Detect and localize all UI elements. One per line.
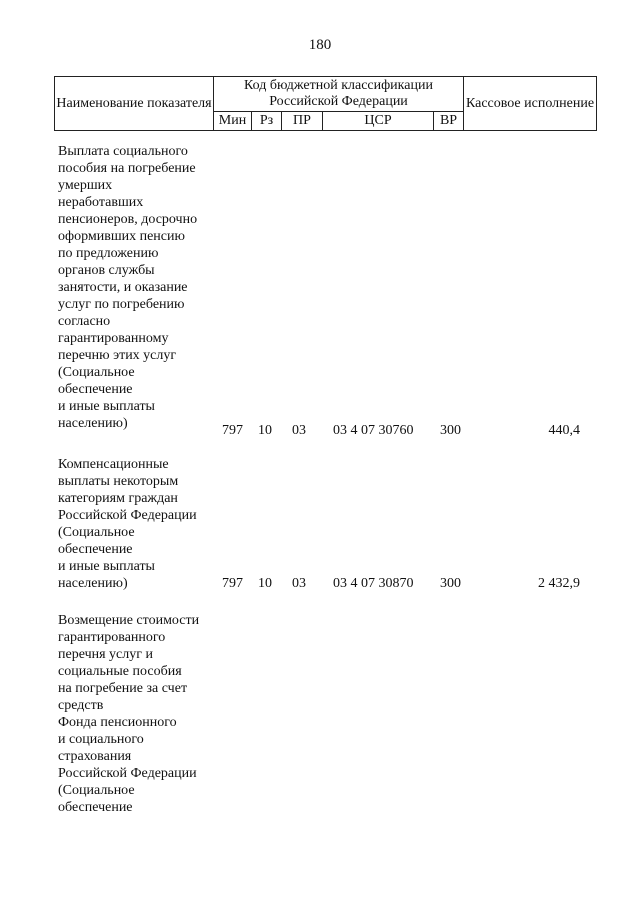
row-name: Возмещение стоимости гарантированного перечня услуг и социальные пособия на погребение за счет средств Фонда пенсионного и социального страхования Российской Федерации (Социальное обеспечение — [58, 613, 200, 815]
header-min: Мин — [214, 112, 252, 131]
row-rz: 10 — [258, 423, 272, 438]
row-name: Выплата социального пособия на погребение умерших неработавших пенсионеров, досрочно оформивших пенсию по предложению органов службы занятости, и оказание услуг по погребению согласно гарантированному перечню этих услуг (Социальное обеспечение и иные выплаты населению) — [58, 144, 198, 431]
row-pr: 03 — [292, 576, 306, 591]
row-vr: 300 — [440, 423, 461, 438]
row-amount: 440,4 — [548, 423, 580, 438]
page-number: 180 — [308, 37, 332, 53]
row-csr: 03 4 07 30760 — [333, 423, 414, 438]
row-pr: 03 — [292, 423, 306, 438]
header-code-group: Код бюджетной классификации Российской Федерации — [214, 77, 464, 112]
header-rz: Рз — [252, 112, 282, 131]
header-pr: ПР — [282, 112, 323, 131]
row-rz: 10 — [258, 576, 272, 591]
row-csr: 03 4 07 30870 — [333, 576, 414, 591]
row-min: 797 — [222, 423, 243, 438]
header-vr: ВР — [434, 112, 464, 131]
row-amount: 2 432,9 — [538, 576, 580, 591]
header-csr: ЦСР — [323, 112, 434, 131]
header-name-column: Наименование показателя — [55, 77, 214, 131]
row-vr: 300 — [440, 576, 461, 591]
header-amount-column: Кассовое исполнение — [464, 77, 597, 131]
row-min: 797 — [222, 576, 243, 591]
row-name: Компенсационные выплаты некоторым категориям граждан Российской Федерации (Социальное обеспечение и иные выплаты населению) — [58, 457, 197, 591]
